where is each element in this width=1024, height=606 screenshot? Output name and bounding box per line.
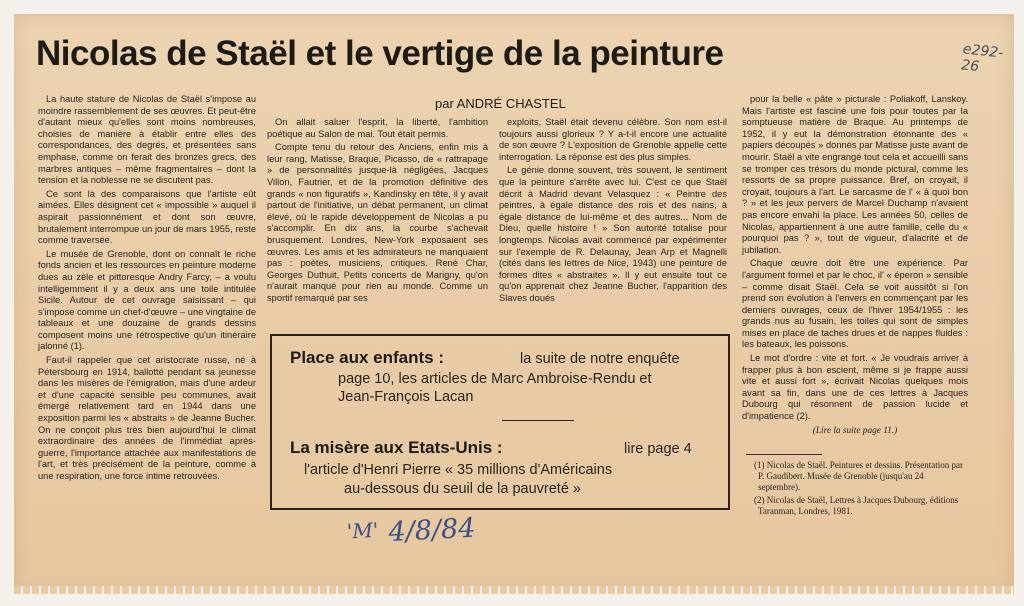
teaser-box [270,334,730,510]
paragraph: Faut-il rappeler que cet aristocrate russe, né à Pétersbourg en 1914, ballotté pendant sa jeunesse dans les misères de l'émigration, mais d'une ardeur et d'une capacité sensible peu communes, avait émergé relativement tard en 1944 dans une exposition parmi les « abstraits » de Jeanne Bucher. On ne conçoit plus très bien aujourd'hui le climat extraordinaire des années de l'immédiat après-guerre, l'importance attachée aux manifestations de l'art, et très précisément de la peinture, comme à une respiration, une force intime retrouvées. [38,355,256,481]
archive-reference: e292-26 [960,41,1004,76]
paragraph: La haute stature de Nicolas de Staël s'impose au moindre rassemblement de ses œuvres. Et peut-être d'autant mieux qu'elles sont moins nombreuses, choisies de manière à établir entre elles des correspondances, des degrés, et présentées sans emphase, comme on ferait des bronzes grecs, des marbres antiques – même fragmentaires – dont la tension et la noblesse ne se discutent pas. [38,94,256,186]
paragraph: Le mot d'ordre : vite et fort. « Je voudrais arriver à frapper plus à bon escient, même si je frappe aussi vite et aussi fort », écrivait Nicolas quelques mois avant sa fin, dans une de ces lettres à Jacques Dubourg qui résonnent de passion lucide et d'impatience (2). [742,353,968,422]
headline: Nicolas de Staël et le vertige de la peinture [36,34,724,73]
article-column-1 [38,94,256,485]
teaser-title-etats-unis: La misère aux Etats-Unis : [290,438,503,457]
article-column-3 [499,117,727,307]
paragraph: Le musée de Grenoble, dont on connaît le riche fonds ancien et les ressources en peinture moderne dues au zèle et pittoresque Andry Farcy, – a voulu intelligemment il y a deux ans une toile intitulée Sicile. Autour de cet ouvrage saisissant – qui s'impose comme un chef-d'œuvre – une vingtaine de tableaux et une douzaine de grands dessins composent moins une rétrospective qu'un itinéraire jalonné (1). [38,248,257,352]
paragraph: Le génie donne souvent, très souvent, le sentiment que la peinture s'arrête avec lui. C'est ce que Staël décrit à Madrid devant Velasquez : « Peintre des peintres, à égale distance des rois et des nains, à égale distance de lui-même et des autres... Nom de Dieu, quelle histoire ! » Son autorité totalise pour longtemps. Nicolas avait commencé par expérimenter sur l'exemple de R. Delaunay, Jean Arp et Magnelli (cités dans les lettres de Nice, 1943) une peinture de formes dites « abstraites ». Il y eut ensuite tout ce qu'on apprenait chez Jeanne Bucher, l'apparition des Slaves doués [499,165,727,303]
article-column-4 [742,94,968,439]
article-column-2 [267,117,488,307]
footnote: (1) Nicolas de Staël. Peintures et dessins. Présentation par P. Gaudibert. Musée de Grenoble (jusqu'au 24 septembre). [754,460,963,492]
continued-on-page: (Lire la suite page 11.) [812,425,898,436]
teaser-text: page 10, les articles de Marc Ambroise-Rendu et [338,371,652,387]
paragraph: On allait saluer l'esprit, la liberté, l'ambition poétique au Salon de mai. Tout était permis. [267,117,488,139]
footnotes [746,460,968,519]
paragraph: exploits, Staël était devenu célèbre. Son nom est-il toujours aussi glorieux ? Y a-t-il encore une actualité de son œuvre ? L'exposition de Grenoble appelle cette interrogation. La réponse est des plus simples. [499,117,727,162]
stamp-source: 'M' [346,517,379,544]
newspaper-clipping [14,14,1014,594]
teaser-text: lire page 4 [624,441,692,457]
footnote-divider [746,454,822,455]
teaser-text: l'article d'Henri Pierre « 35 millions d'Américains [304,462,613,478]
teaser-text: la suite de notre enquête [520,351,680,367]
paragraph: pour la belle « pâte » picturale : Poliakoff, Lanskoy. Mais l'artiste est fasciné une fois pour toutes par la somptueuse matière de Braque. Au printemps de 1952, il y eut la démonstration étonnante des « papiers découpés » donnés par Matisse juste avant de mourir. Staël a vite engrangé tout cela et accueilli sans se tromper ces trésors du monde pictural, comme les ressorts de sa propre puissance. Bref, on croyait, il croyait, toujours à l'art. Le sarcasme de l' « à quoi bon ? » et les jeux pervers de Marcel Duchamp n'avaient pas encore envahi la place. Les années 50, celles de Nicolas, appartiennent à une autre famille, celle du « pourquoi pas ? », tout de vigueur, d'alacrité et de jubilation. [742,94,968,255]
stamp-date: 4/8/84 [387,512,477,549]
byline: par ANDRÉ CHASTEL [435,96,566,111]
paragraph: Compte tenu du retour des Anciens, enfin mis à leur rang, Matisse, Braque, Picasso, de « rattrapage » de personnalités jusque-là négligées, Jacques Villon, Fautrier, et de la promotion définitive des grands « non figuratifs », Kandinsky en tête, il y avait partout de l'initiative, un débat permanent, un climat élevé, où le rapide développement de Nicolas a pu s'accomplir. En dix ans, la courbe s'achevait brusquement. Londres, New-York exposaient ses œuvres. Les amis et les admirateurs ne manquaient pas : poètes, musiciens, critiques. René Char, Georges Duthuit, Petits concerts de Marigny, qu'on n'aurait manqué pour rien au monde. Comme un sportif remarqué par ses [267,142,488,303]
teaser-title-enfants: Place aux enfants : [290,348,445,367]
teaser-divider [502,420,574,421]
teaser-text: Jean-François Lacan [338,389,474,405]
paragraph: Ce sont là des comparaisons que l'artiste eût aimées. Elles désignent cet « impossible » auquel il aspirait passionnément et dont son œuvre, brutalement interrompue un jour de mars 1955, reste comme traversée. [38,188,256,246]
paragraph: Chaque œuvre doit être une expérience. Par l'argument formel et par le choc, il' « éperon » sensible – comme disait Staël. Cela se voit aussitôt si l'on prend son évolution à l'envers en commençant par les derniers ouvrages, ceux de l'hiver 1954/1955 : les grands nus au fusain, les toiles qui sont de simples mises en place de taches drues et de nappes fluides : les bateaux, les poissons. [742,258,968,350]
footnote: (2) Nicolas de Staël, Lettres à Jacques Dubourg, éditions Taranman, Londres, 1981. [754,495,959,516]
teaser-text: au-dessous du seuil de la pauvreté » [344,481,581,497]
handwritten-date-stamp [346,513,476,551]
